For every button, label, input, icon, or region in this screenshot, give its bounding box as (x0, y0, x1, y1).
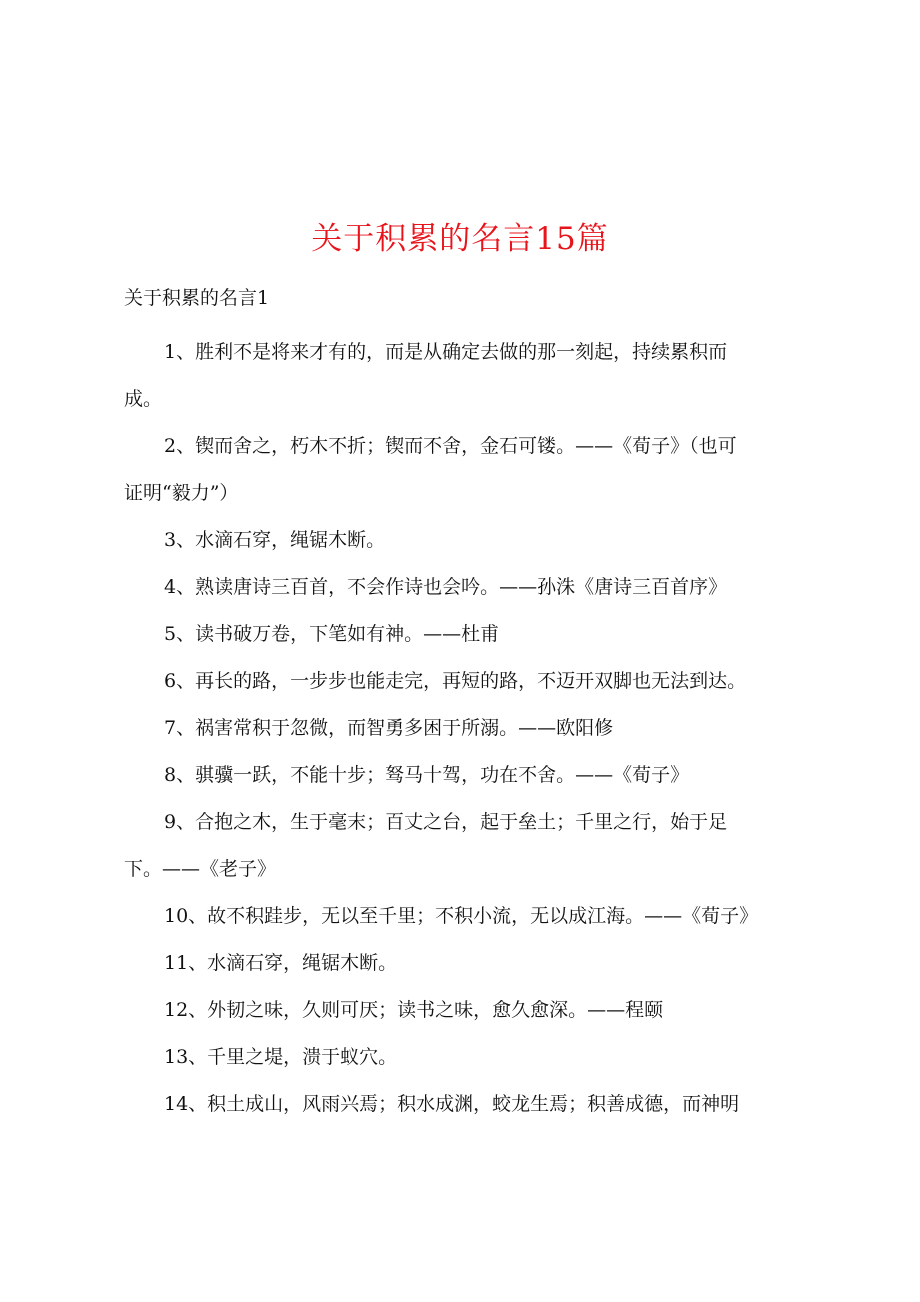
quote-item (124, 423, 814, 517)
quote-line: 10、故不积跬步，无以至千里；不积小流，无以成江海。——《荀子》 (164, 905, 759, 927)
quote-item (124, 1081, 814, 1128)
quote-line-continued: 证明“毅力”） (124, 482, 239, 504)
quote-line: 12、外韧之味，久则可厌；读书之味，愈久愈深。——程颐 (164, 999, 664, 1021)
quote-item (124, 329, 814, 423)
quote-line: 1、胜利不是将来才有的，而是从确定去做的那一刻起，持续累积而 (164, 341, 728, 363)
quote-item (124, 893, 814, 940)
quote-line: 14、积土成山，风雨兴焉；积水成渊，蛟龙生焉；积善成德，而神明 (164, 1093, 740, 1115)
quote-line: 8、骐骥一跃，不能十步；驽马十驾，功在不舍。——《荀子》 (164, 764, 690, 786)
quote-line-continued: 下。——《老子》 (124, 858, 277, 880)
quote-line: 9、合抱之木，生于毫末；百丈之台，起于垒土；千里之行，始于足 (164, 811, 728, 833)
quote-line: 3、水滴石穿，绳锯木断。 (164, 529, 386, 551)
quote-line: 7、祸害常积于忽微，而智勇多困于所溺。——欧阳修 (164, 717, 614, 739)
quote-item (124, 658, 814, 705)
quote-item (124, 1034, 814, 1081)
quote-item (124, 517, 814, 564)
document-body (124, 283, 814, 1128)
quote-line: 11、水滴石穿，绳锯木断。 (164, 952, 398, 974)
quote-item (124, 564, 814, 611)
quote-line: 13、千里之堤，溃于蚁穴。 (164, 1046, 398, 1068)
quote-line: 2、锲而舍之，朽木不折；锲而不舍，金石可镂。——《荀子》（也可 (164, 435, 737, 457)
quote-line: 4、熟读唐诗三百首，不会作诗也会吟。——孙洙《唐诗三百首序》 (164, 576, 728, 598)
quote-line-continued: 成。 (124, 388, 163, 410)
quote-line: 5、读书破万卷，下笔如有神。——杜甫 (164, 623, 500, 645)
section-heading: 关于积累的名言1 (124, 287, 270, 309)
quote-item (124, 752, 814, 799)
quote-line: 6、再长的路，一步步也能走完，再短的路，不迈开双脚也无法到达。 (164, 670, 747, 692)
quote-item (124, 705, 814, 752)
document-title: 关于积累的名言15篇 (311, 220, 609, 257)
quote-item (124, 799, 814, 893)
quote-item (124, 987, 814, 1034)
quote-item (124, 940, 814, 987)
quote-item (124, 611, 814, 658)
